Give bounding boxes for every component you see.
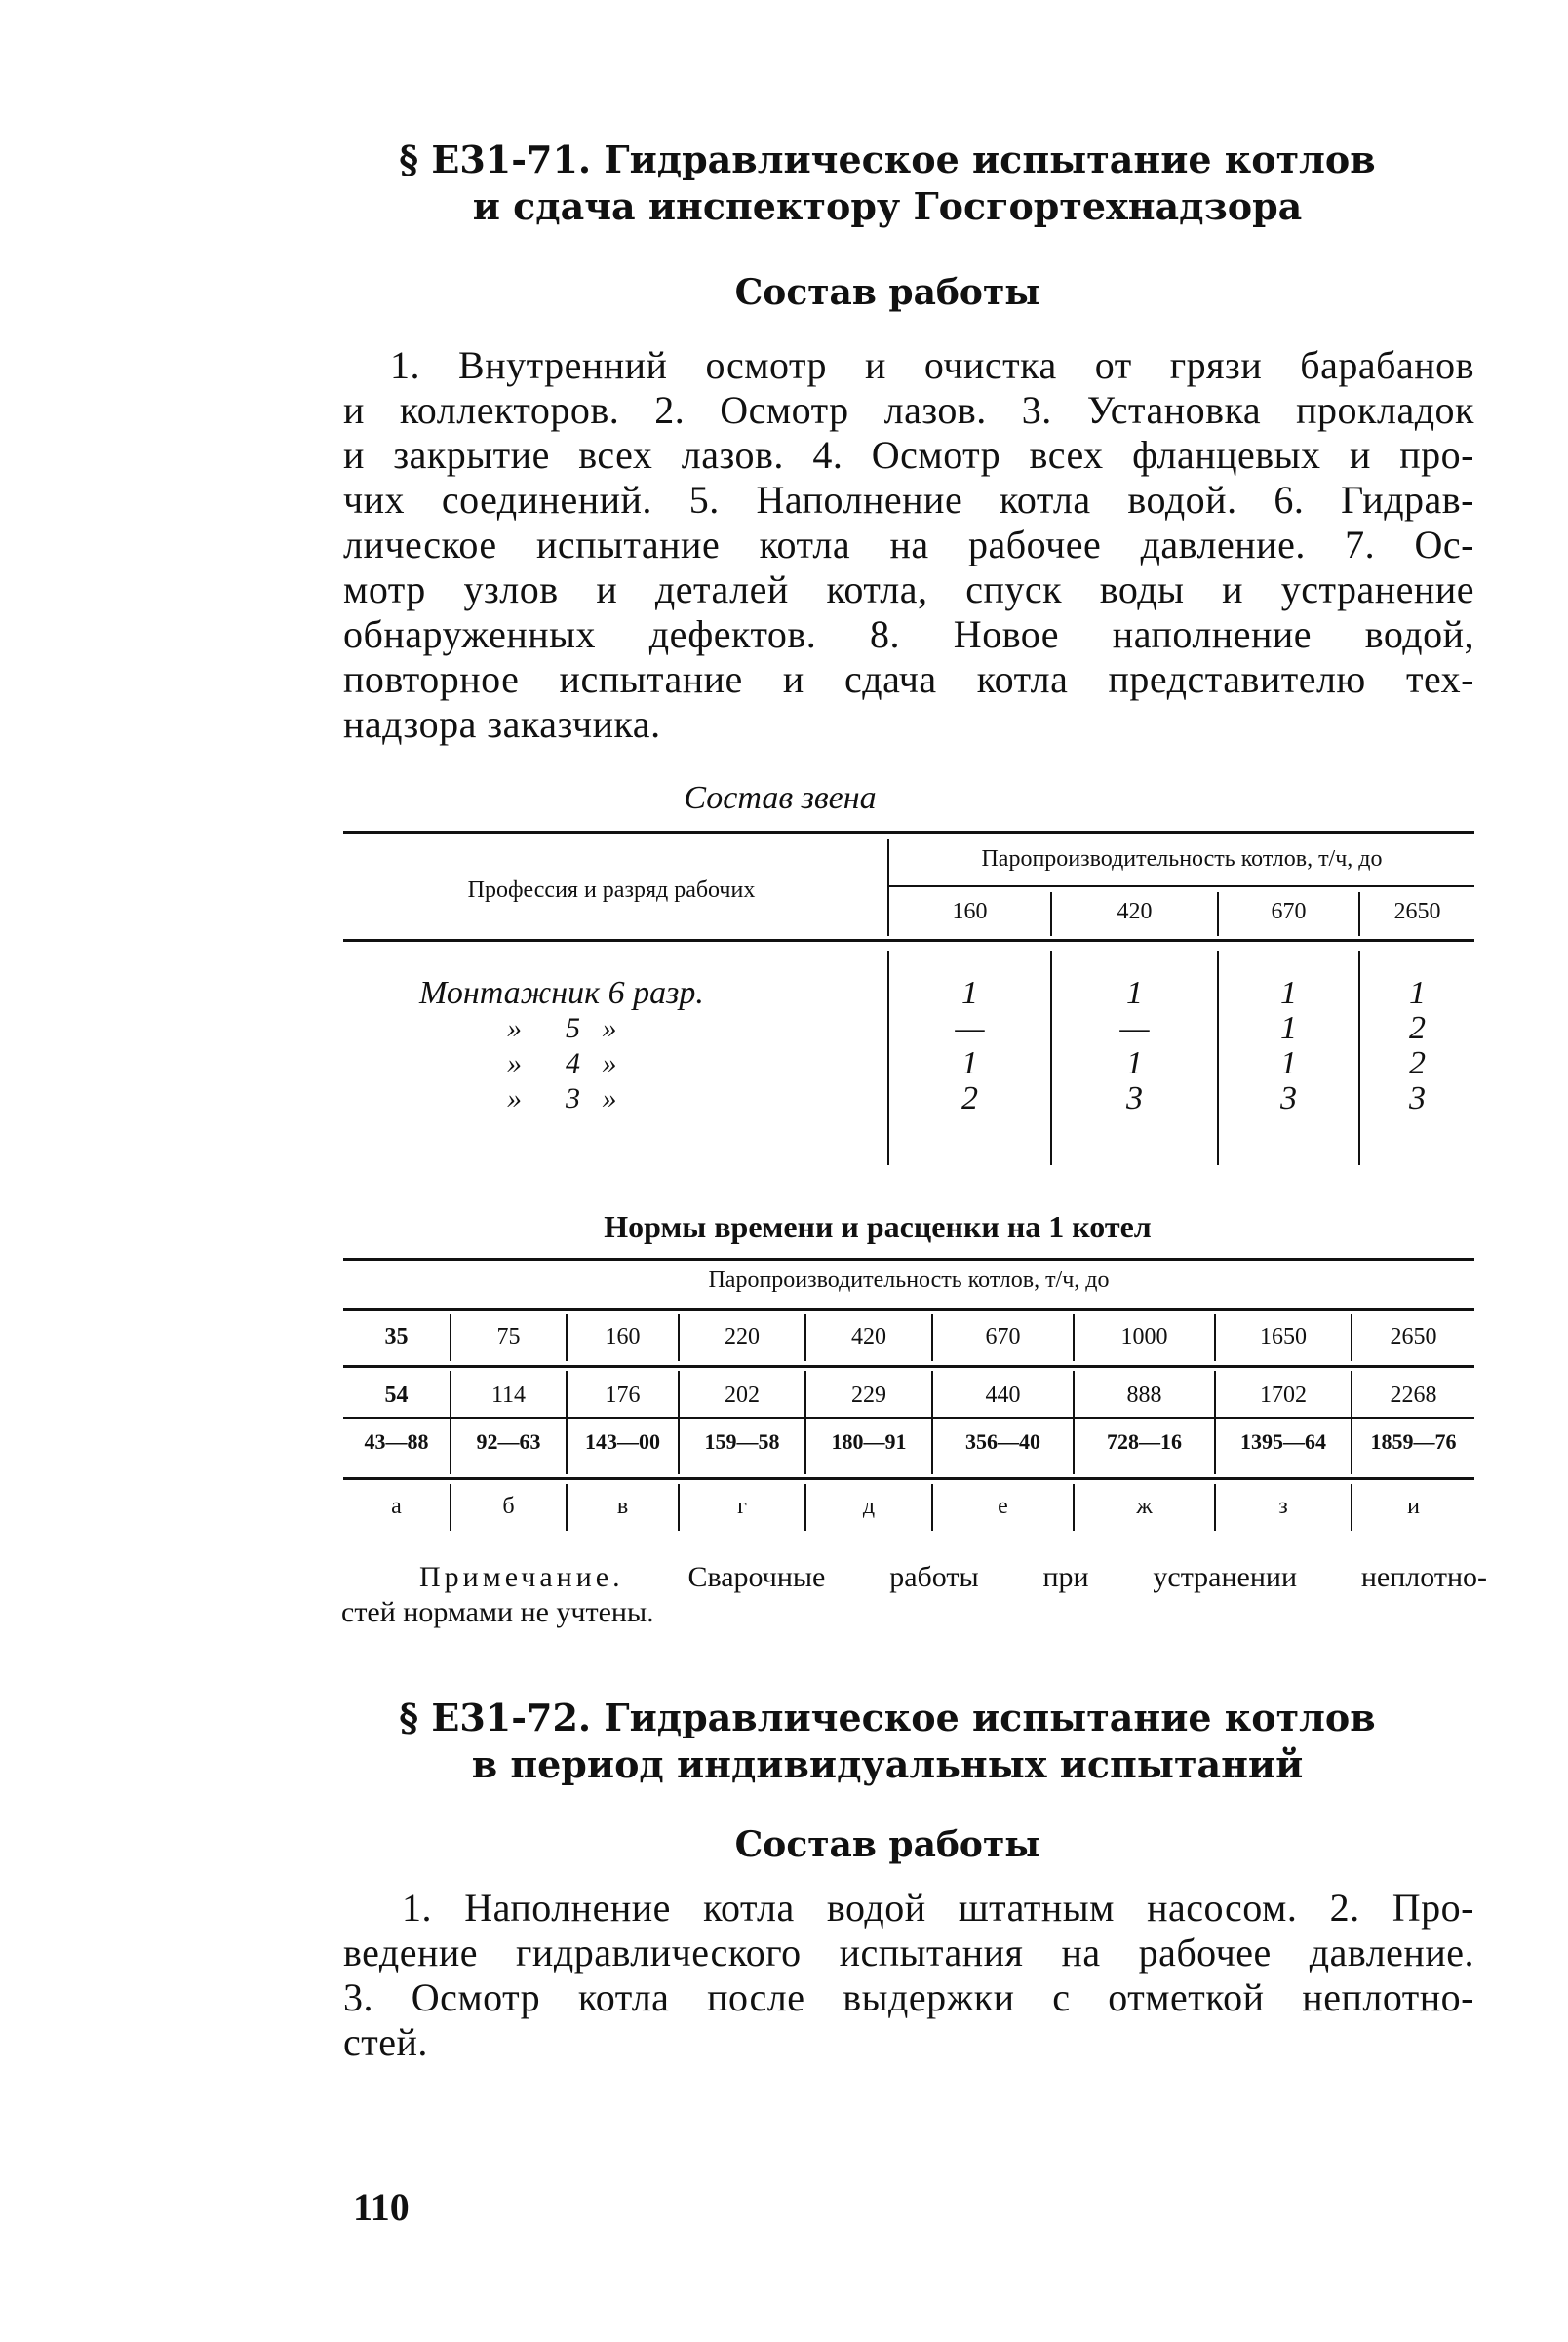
subheading-work-composition: Состав работы [734,1824,1040,1865]
time-norm-value: 176 [605,1383,641,1408]
capacity-header: 670 [985,1324,1021,1349]
heading-line: § Е31-71. Гидравлическое испытание котлов [399,137,1376,181]
crew-value: 1 [1126,975,1143,1011]
crew-value: 3 [1280,1080,1297,1116]
time-norm-value: 440 [985,1383,1021,1408]
table-note [341,1560,1488,1630]
column-letter: е [998,1494,1008,1519]
table-rule [343,1308,1474,1311]
text-line: 1. Внутренний осмотр и очистка от грязи барабанов [390,343,1474,387]
text-line: и закрытие всех лазов. 4. Осмотр всех фланцевых и про- [343,433,1474,477]
capacity-header: 2650 [1393,899,1441,924]
table-rule [343,1258,1474,1261]
crew-value: — [955,1010,985,1046]
norms-table-caption: Нормы времени и расценки на 1 котел [604,1209,1152,1244]
work-composition-text [343,343,1474,747]
text-line: 3. Осмотр котла после выдержки с отметкой неплотно- [343,1975,1474,2019]
column-letter: и [1407,1494,1420,1519]
time-norm-value: 888 [1126,1383,1162,1408]
note-label: Примечание. [419,1561,624,1593]
column-letter: в [616,1494,629,1519]
section-heading-e31-72 [322,1695,1453,1788]
text-line: чих соединений. 5. Наполнение котла водой. 6. Гидрав- [343,478,1474,522]
note-line: стей нормами не учтены. [341,1596,654,1628]
price-value: 180—91 [831,1429,907,1454]
crew-row-label: Монтажник 6 разр. [419,975,704,1011]
text-line: лическое испытание котла на рабочее давление. 7. Ос- [343,523,1474,566]
crew-value: 1 [961,1045,978,1081]
crew-table-caption: Состав звена [684,780,877,816]
crew-value: 1 [1126,1045,1143,1081]
crew-value: 1 [1280,1010,1297,1046]
time-norm-value: 202 [725,1383,760,1408]
text-line: повторное испытание и сдача котла представителю тех- [343,657,1474,701]
crew-value: 3 [1126,1080,1143,1116]
heading-line: и сдача инспектору Госгортехнадзора [472,184,1303,228]
capacity-header: 1000 [1120,1324,1168,1349]
crew-row-label: » 5 » [507,1012,617,1044]
table-rule [343,1417,1474,1419]
capacity-header: 35 [384,1324,409,1349]
capacity-header: 1650 [1260,1324,1307,1349]
capacity-header: 670 [1271,899,1307,924]
crew-value: 3 [1409,1080,1426,1116]
capacity-header: 160 [605,1324,641,1349]
capacity-header: 220 [725,1324,760,1349]
text-line: надзора заказчика. [343,702,661,746]
column-letter: з [1278,1494,1288,1519]
price-value: 728—16 [1107,1429,1182,1454]
crew-value: 1 [961,975,978,1011]
column-header-capacity: Паропроизводительность котлов, т/ч, до [708,1268,1110,1293]
note-line [419,1560,1487,1595]
time-norm-value: 54 [384,1383,409,1408]
price-value: 1395—64 [1240,1429,1326,1454]
time-norm-value: 2268 [1390,1383,1437,1408]
capacity-header: 420 [851,1324,886,1349]
crew-value: 2 [961,1080,978,1116]
column-letter: д [862,1494,876,1519]
heading-line: в период индивидуальных испытаний [471,1742,1304,1786]
capacity-header: 75 [496,1324,521,1349]
column-header-profession: Профессия и разряд рабочих [467,878,756,903]
price-value: 1859—76 [1370,1429,1457,1454]
price-value: 356—40 [965,1429,1040,1454]
heading-line: § Е31-72. Гидравлическое испытание котлов [399,1696,1376,1739]
crew-value: — [1119,1010,1150,1046]
column-letter: ж [1136,1494,1153,1519]
column-header-capacity: Паропроизводительность котлов, т/ч, до [981,846,1383,872]
crew-value: 2 [1409,1045,1426,1081]
text-line: мотр узлов и деталей котла, спуск воды и устранение [343,567,1474,611]
column-letter: г [737,1494,747,1519]
price-value: 92—63 [476,1429,541,1454]
price-value: 159—58 [704,1429,780,1454]
time-norm-value: 1702 [1260,1383,1307,1408]
column-letter: а [391,1494,402,1519]
table-rule [889,885,1474,887]
price-value: 143—00 [585,1429,660,1454]
column-letter: б [502,1494,515,1519]
crew-value: 1 [1280,1045,1297,1081]
crew-row-label: » 4 » [507,1047,617,1079]
note-text: Сварочные работы при устранении неплотно- [687,1561,1488,1593]
subheading-work-composition: Состав работы [734,272,1040,313]
time-norm-value: 114 [490,1383,527,1408]
text-line: стей. [343,2020,428,2064]
table-rule [343,831,1474,834]
text-line: ведение гидравлического испытания на рабочее давление. [343,1931,1474,1974]
work-composition-text [343,1886,1474,2065]
crew-row-label: » 3 » [507,1082,617,1114]
crew-value: 1 [1280,975,1297,1011]
table-rule [343,939,1474,942]
page-number: 110 [353,2185,410,2229]
text-line: обнаруженных дефектов. 8. Новое наполнение водой, [343,612,1474,656]
table-rule [343,1477,1474,1480]
crew-value: 1 [1409,975,1426,1011]
time-norm-value: 229 [851,1383,886,1408]
section-heading-e31-71 [322,137,1453,230]
text-line: 1. Наполнение котла водой штатным насосом. 2. Про- [402,1886,1474,1930]
price-value: 43—88 [364,1429,429,1454]
capacity-header: 2650 [1390,1324,1437,1349]
crew-value: 2 [1409,1010,1426,1046]
text-line: и коллекторов. 2. Осмотр лазов. 3. Установка прокладок [343,388,1474,432]
table-rule [343,1365,1474,1368]
capacity-header: 160 [952,899,988,924]
capacity-header: 420 [1117,899,1153,924]
